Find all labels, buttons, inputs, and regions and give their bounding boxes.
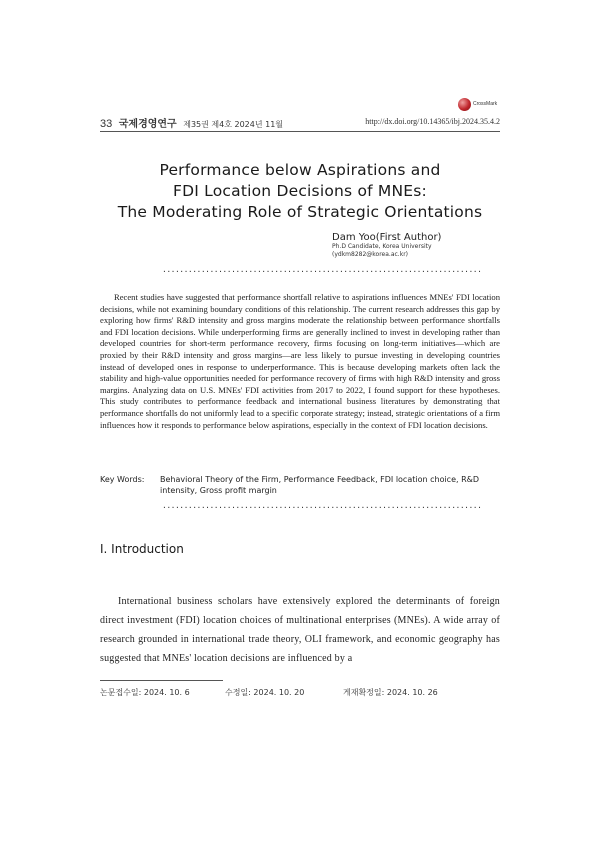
keywords-text: Behavioral Theory of the Firm, Performance Feedback, FDI location choice, R&D intensity, Gross profit margin [160, 475, 480, 495]
crossmark-icon [458, 98, 471, 111]
issue-info: 제35권 제4호 2024년 11월 [183, 120, 284, 129]
keywords-label: Key Words: [100, 475, 145, 484]
header-rule [100, 131, 500, 132]
paper-title [80, 160, 520, 223]
crossmark-label: CrossMark [473, 101, 498, 107]
title-line-3: The Moderating Role of Strategic Orientations [117, 203, 483, 221]
journal-name: 국제경영연구 [118, 119, 177, 130]
author-role: Ph.D Candidate, Korea University [332, 243, 432, 250]
separator-bottom: .......................................................................... [162, 501, 482, 510]
page-number: 33 [100, 118, 113, 130]
crossmark-badge[interactable] [458, 98, 502, 114]
title-line-2: FDI Location Decisions of MNEs: [173, 182, 427, 200]
title-line-1: Performance below Aspirations and [159, 161, 441, 179]
abstract-text: Recent studies have suggested that performance shortfall relative to aspirations influences MNEs' FDI location decisions, while not examining boundary conditions of this relationship. The current research addresses this gap by exploring how firms' R&D intensity and gross margins moderate the relationship between performance shortfalls and FDI location decisions. While underperforming firms are generally inclined to invest in developing rather than developed countries for short-term performance recovery, firms focusing on long-term initiatives—which are proxied by their R&D intensity and gross margins—are less likely to pursue investing in developing countries instead of developed ones in response to underperformance. This is because developing markets often lack the stability and high-value opportunities needed for performance recovery of firms with high R&D intensity and gross margins. Analyzing data on U.S. MNEs' FDI activities from 2017 to 2022, I found support for these hypotheses. This study contributes to performance feedback and international business literatures by demonstrating that performance shortfalls do not uniformly lead to a specific corporate strategy; instead, strategic orientations of a firm influences how it responds to performance below aspirations, especially in the context of FDI location decisions. [100, 292, 500, 430]
section-heading: Ⅰ. Introduction [100, 542, 184, 556]
footnote-rule [100, 680, 223, 681]
separator-top: .......................................................................... [162, 265, 482, 274]
accepted-date: 게재확정일: 2024. 10. 26 [343, 688, 438, 697]
header-left [100, 115, 283, 130]
received-date: 논문접수일: 2024. 10. 6 [100, 688, 190, 697]
author-block [332, 232, 512, 259]
intro-paragraph: International business scholars have extensively explored the determinants of foreign direct investment (FDI) location choices of multinational enterprises (MNEs). A wide array of research grounded in international trade theory, OLI framework, and economic geography has suggested that MNEs' location decisions are influenced by a [100, 596, 500, 664]
revised-date: 수정일: 2024. 10. 20 [225, 688, 305, 697]
author-email: (ydkm8282@korea.ac.kr) [332, 251, 408, 258]
doi-link[interactable]: http://dx.doi.org/10.14365/ibj.2024.35.4.2 [365, 117, 500, 126]
author-name: Dam Yoo(First Author) [332, 232, 442, 243]
running-header [100, 115, 500, 131]
